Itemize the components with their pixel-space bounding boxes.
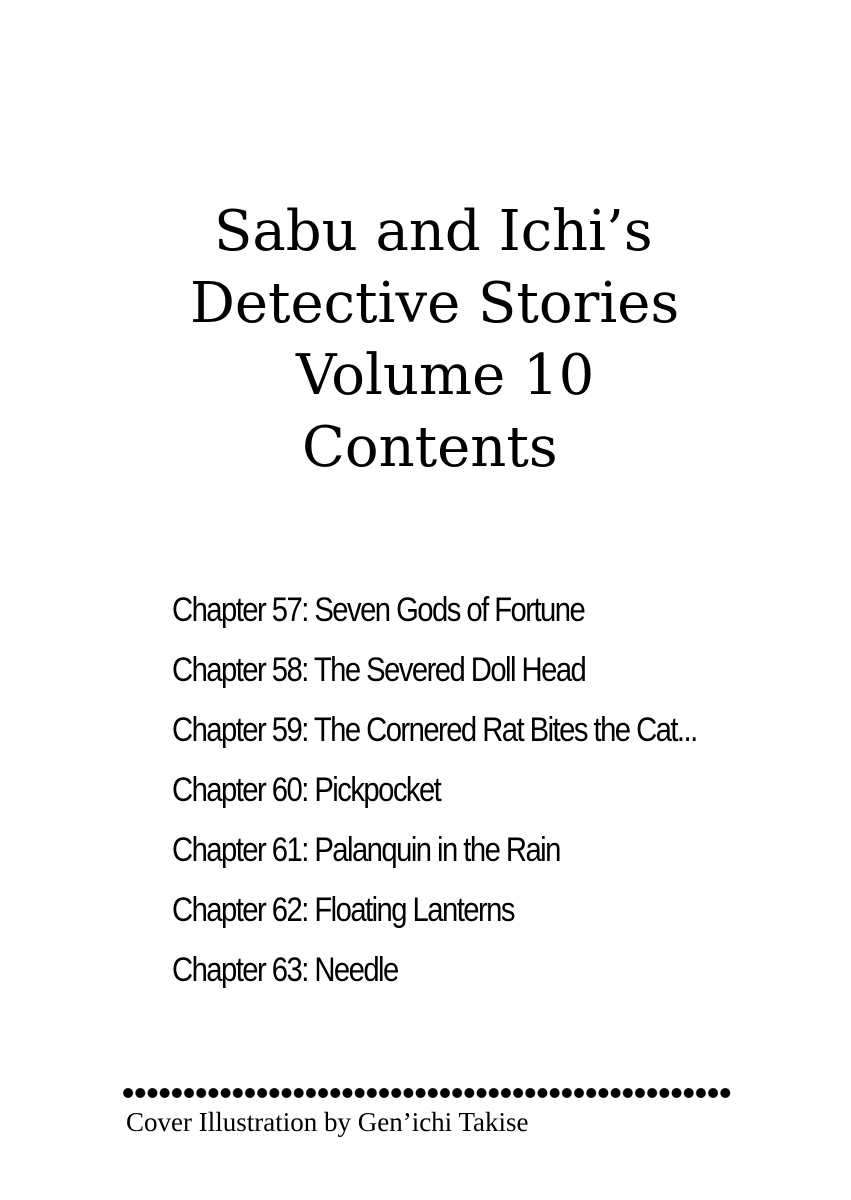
title-line-series-subtitle: Detective Stories (190, 271, 680, 336)
toc-entry-chapter-57: Chapter 57: Seven Gods of Fortune (172, 591, 585, 629)
toc-entry-chapter-62: Chapter 62: Floating Lanterns (172, 891, 514, 929)
title-line-contents: Contents (302, 415, 558, 480)
toc-entry-chapter-61: Chapter 61: Palanquin in the Rain (172, 831, 560, 869)
cover-illustration-credit: Cover Illustration by Gen’ichi Takise (126, 1107, 529, 1137)
table-of-contents (172, 580, 697, 1000)
toc-entry-chapter-58: Chapter 58: The Severed Doll Head (172, 651, 586, 689)
toc-entry-chapter-63: Chapter 63: Needle (172, 951, 398, 989)
title-line-series: Sabu and Ichi’s (214, 199, 653, 264)
toc-entry-chapter-59: Chapter 59: The Cornered Rat Bites the Cat... (172, 711, 697, 749)
dotted-divider (122, 1085, 732, 1101)
title-line-volume: Volume 10 (296, 343, 595, 408)
page-title (0, 196, 851, 484)
toc-entry-chapter-60: Chapter 60: Pickpocket (172, 771, 441, 809)
